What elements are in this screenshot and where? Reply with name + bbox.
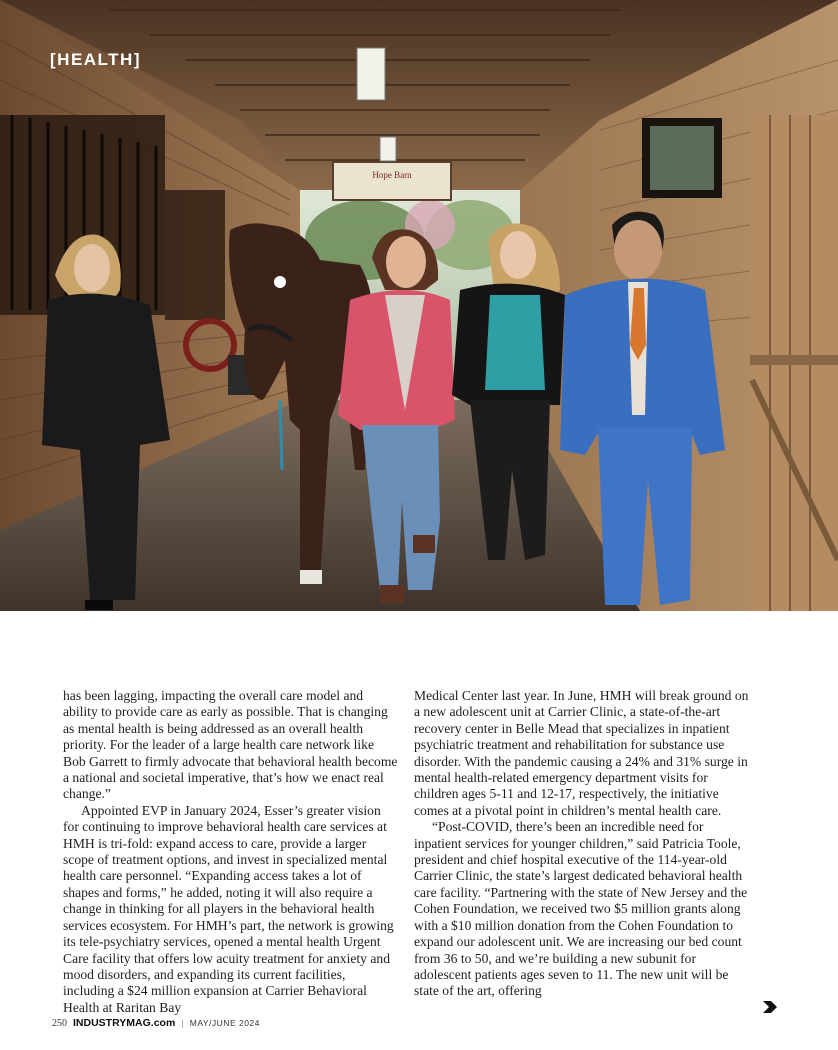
paragraph: Appointed EVP in January 2024, Esser’s greater vision for continuing to improve behavioral health care services at HMH is tri-fold: expand access to care, provide a larger scope of treatment options, and invest in specialized mental health care personnel. “Expanding access takes a lot of shapes and forms,” he added, noting it will also require a change in thinking for all players in the behavioral health services ecosystem. For HMH’s part, the network is growing its tele-psychiatry services, opened a mental health Urgent Care facility that offers low acuity treatment for anxiety and mood disorders, and expanding its current facilities, including a $24 million expansion at Carrier Behavioral Health at Raritan Bay — [63, 802, 394, 1015]
issue-date: MAY/JUNE 2024 — [189, 1018, 260, 1028]
next-page-arrow-icon[interactable] — [762, 1000, 778, 1014]
article-column-right — [414, 688, 750, 1000]
barn-sign — [333, 162, 451, 200]
brand-link[interactable]: INDUSTRYMAG.com — [73, 1017, 176, 1029]
footer-separator: | — [181, 1018, 184, 1029]
paragraph: Medical Center last year. In June, HMH will break ground on a new adolescent unit at Carrier Clinic, a state-of-the-art recovery center in Belle Mead that specializes in inpatient psychiatric treatment and rehabilitation for substance use disorder. With the pandemic causing a 24% and 31% surge in mental health-related emergency department visits for children ages 5-11 and 12-17, respectively, the initiative comes at a pivotal point in children’s mental health care. — [414, 688, 749, 818]
section-tag: [HEALTH] — [50, 50, 141, 69]
stall-door — [750, 115, 838, 611]
ceiling-light — [357, 48, 385, 100]
page-number: 250 — [52, 1018, 67, 1029]
paragraph: has been lagging, impacting the overall care model and ability to provide care as early as possible. That is changing as mental health is being addressed as an overall health priority. For the leader of a large health care network like Bob Garrett to firmly advocate that behavioral health become a national and societal imperative, that’s how we enact real change.” — [63, 688, 398, 802]
ceiling-light-far — [380, 137, 396, 161]
page-footer — [52, 1017, 260, 1029]
paragraph: “Post-COVID, there’s been an incredible need for inpatient services for younger children,” said Patricia Toole, president and chief hospital executive of the 114-year-old Carrier Clinic, the state’s largest dedicated behavioral health care facility. “Partnering with the state of New Jersey and the Cohen Foundation, we received two $5 million grants along with a $10 million donation from the Cohen Foundation to expand our adolescent unit. We are increasing our bed count from 36 to 50, and we’re building a new subunit for adolescent patients ages seven to 11. The new unit will be state of the art, offering — [414, 819, 748, 999]
barn-sign-text: Hope Barn — [372, 170, 412, 180]
article-column-left — [63, 688, 399, 1016]
